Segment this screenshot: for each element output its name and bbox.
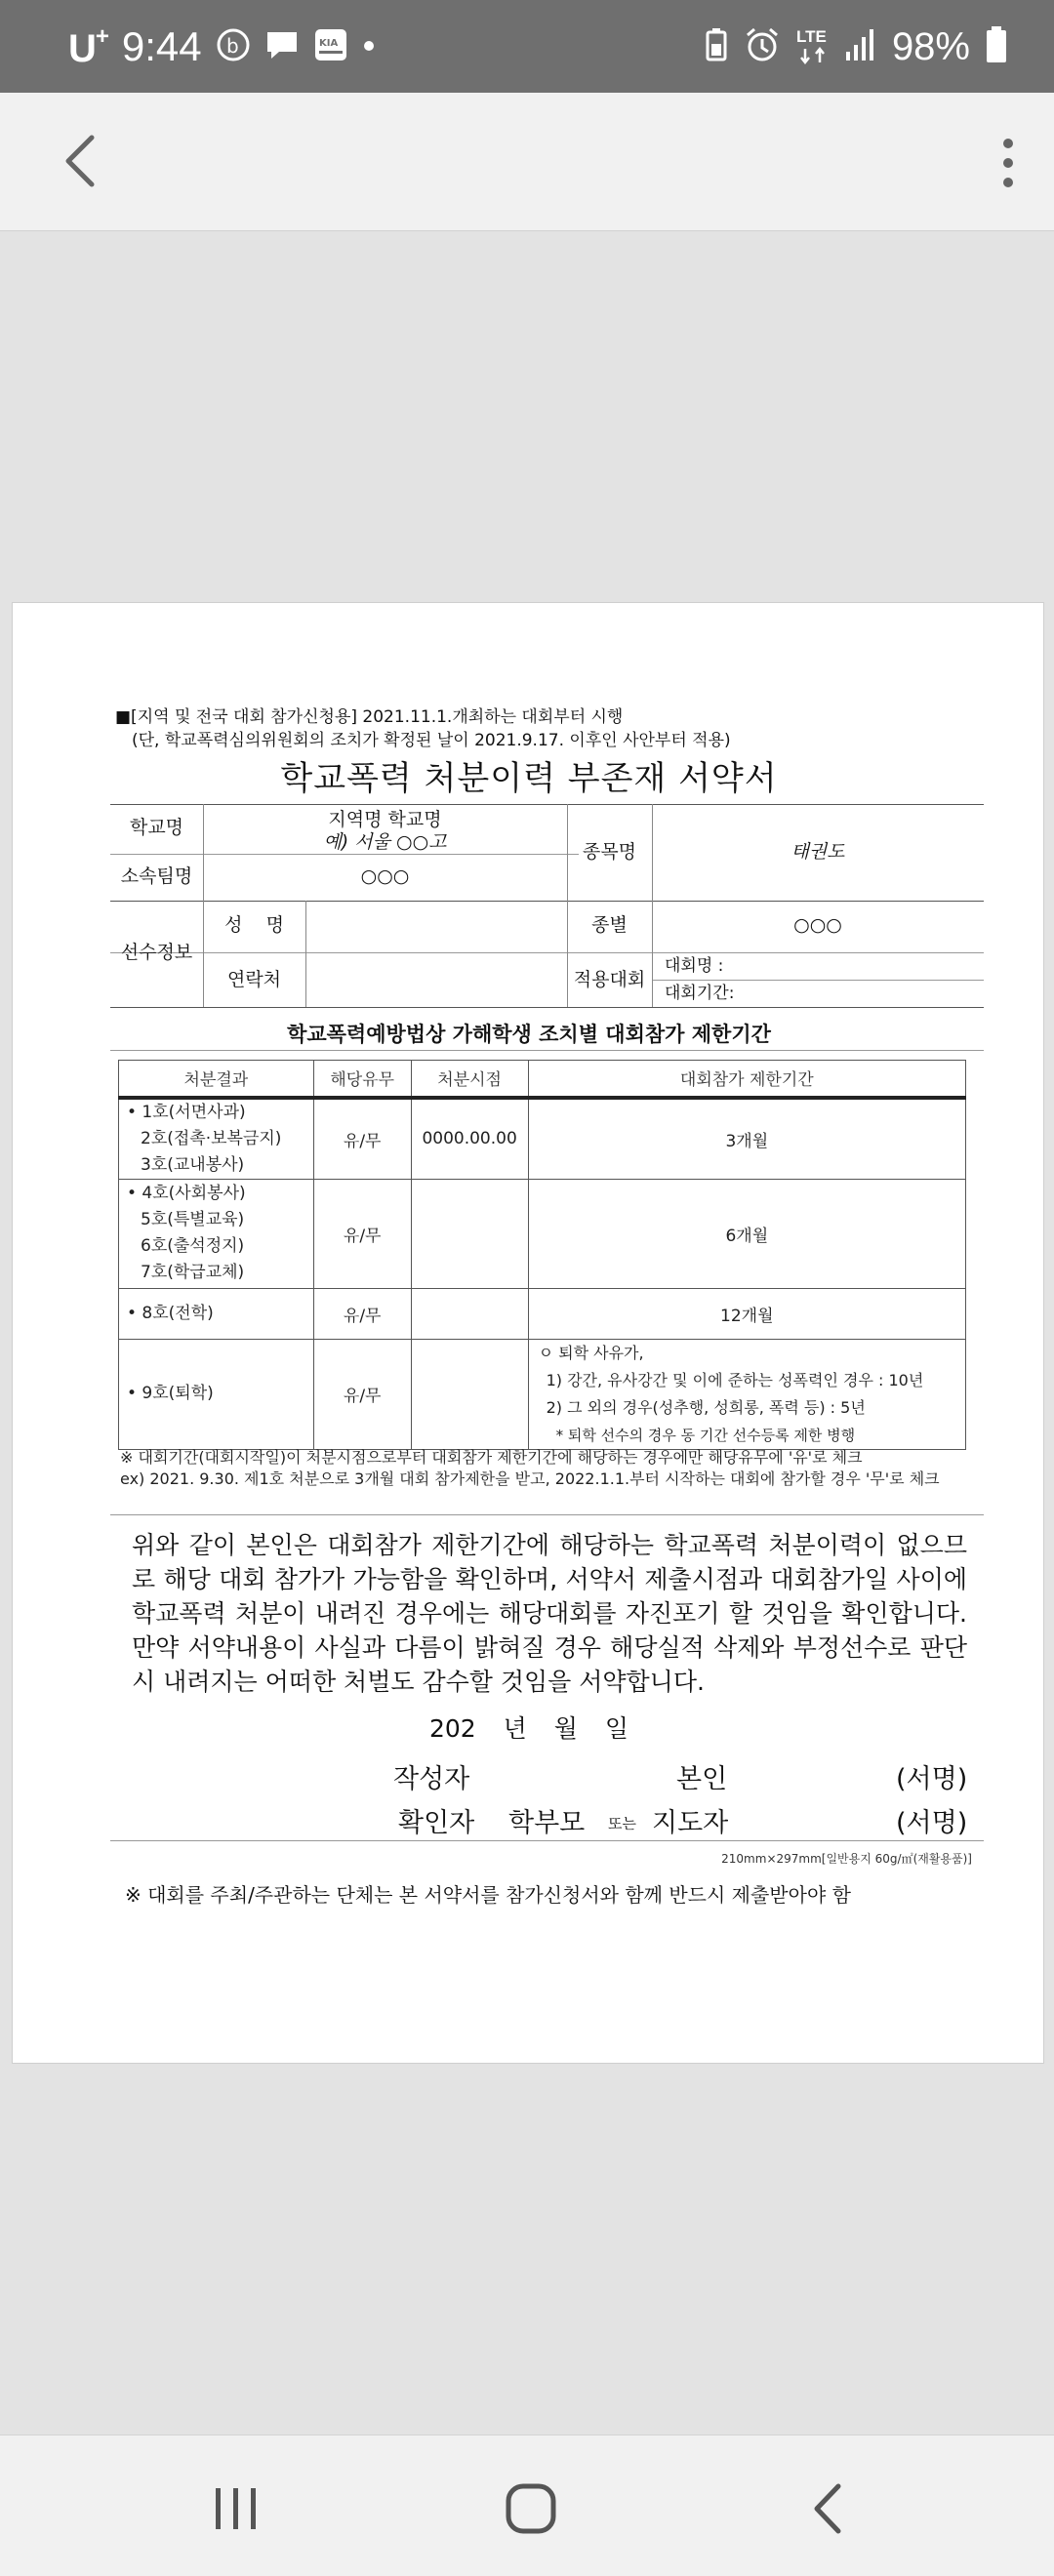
pledge-text: 위와 같이 본인은 대회참가 제한기간에 해당하는 학교폭력 처분이력이 없으므로 해당 대회 참가가 가능함을 확인하며, 서약서 제출시점과 대회참가일 사이에 학교폭력 처분이 내려진 경우에는 해당대회를 자진포기 할 것임을 확인합니다. 만약 서약내용이 사실과 다름이 밝혀질 경우 해당실적 삭제와 부정선수로 판단 시 내려지는 어떠한 처벌도 감수할 것임을 서약합니다. <box>132 1531 967 1696</box>
name-label: 성 명 <box>224 914 284 936</box>
school-value: 지역명 학교명 <box>328 809 442 830</box>
competition-period-label: 대회기간: <box>665 984 735 1003</box>
more-vertical-icon <box>1000 136 1016 190</box>
school-example: 예) 서울 ○○고 <box>323 831 447 853</box>
col-header-applicable: 해당유무 <box>313 1061 411 1098</box>
restriction-table <box>118 1060 966 1450</box>
table-header-row <box>119 1061 966 1098</box>
more-options-button[interactable] <box>984 132 1033 194</box>
message-icon <box>264 28 300 65</box>
signature-field: (서명) <box>896 1764 968 1794</box>
grade-cell: • 8호(전학) <box>119 1288 314 1339</box>
kia-connect-icon <box>313 27 348 66</box>
svg-text:KIA: KIA <box>318 38 338 49</box>
author-label: 작성자 <box>393 1764 470 1794</box>
app-bar <box>0 93 1054 231</box>
date-cell <box>411 1179 528 1288</box>
home-icon <box>505 2482 557 2535</box>
b-app-icon <box>216 27 251 66</box>
col-header-limit: 대회참가 제한기간 <box>528 1061 965 1098</box>
table-row <box>119 1179 966 1288</box>
grade-cell: • 9호(퇴학) <box>119 1339 314 1449</box>
player-info-label: 선수정보 <box>120 942 193 963</box>
header-note: ■[지역 및 전국 대회 참가신청용] 2021.11.1.개최하는 대회부터 시행 <box>115 707 624 727</box>
notification-dot-icon <box>362 38 376 57</box>
applicable-cell: 유/무 <box>313 1179 411 1288</box>
lte-icon <box>796 25 830 68</box>
applicable-cell: 유/무 <box>313 1339 411 1449</box>
document-page <box>12 602 1044 2064</box>
footnote-example: ex) 2021. 9.30. 제1호 처분으로 3개월 대회 참가제한을 받고, 2022.1.1.부터 시작하는 대회에 참가할 경우 '무'로 체크 <box>120 1469 940 1488</box>
event-value: 태권도 <box>790 841 845 863</box>
svg-text:b: b <box>225 34 239 58</box>
applicable-cell: 유/무 <box>313 1288 411 1339</box>
svg-text:LTE: LTE <box>795 27 827 46</box>
grade-cell: • 1호(서면사과) 2호(접촉·보복금지) 3호(교내봉사) <box>119 1098 314 1180</box>
contact-label: 연락처 <box>226 969 282 990</box>
grade-cell: • 4호(사회봉사) 5호(특별교육) 6호(출석정지) 7호(학급교체) <box>119 1179 314 1288</box>
carrier-label: U+ <box>68 22 108 70</box>
confirmer-label: 확인자 <box>398 1808 475 1838</box>
expulsion-reason-cell: ㅇ 퇴학 사유가, 1) 강간, 유사강간 및 이에 준하는 성폭력인 경우 : 10년 2) 그 외의 경우(성추행, 성희롱, 폭력 등) : 5년 * 퇴학 선수의 경우 동 기간 선수등록 제한 병행 <box>528 1339 965 1449</box>
confirmer-coach: 지도자 <box>652 1808 729 1838</box>
document-title: 학교폭력 처분이력 부존재 서약서 <box>280 759 778 798</box>
paper-spec: 210mm×297mm[일반용지 60g/㎡(재활용품)] <box>721 1852 972 1866</box>
recent-apps-icon <box>212 2486 261 2531</box>
confirmer-parent: 학부모 <box>508 1808 586 1838</box>
col-header-result: 처분결과 <box>119 1061 314 1098</box>
table-row <box>119 1339 966 1449</box>
back-button[interactable] <box>51 132 109 190</box>
system-back-button[interactable] <box>784 2465 872 2553</box>
competition-name-label: 대회명 : <box>665 956 724 976</box>
battery-percent: 98% <box>891 24 970 68</box>
category-value: ○○○ <box>793 914 842 936</box>
apply-competition-label: 적용대회 <box>573 969 646 990</box>
confirmer-or: 또는 <box>608 1815 636 1832</box>
team-value: ○○○ <box>360 865 410 887</box>
battery-saver-icon <box>705 27 728 66</box>
bottom-note: ※ 대회를 주최/주관하는 단체는 본 서약서를 참가신청서와 함께 반드시 제출받아야 함 <box>125 1883 851 1907</box>
footnote: ※ 대회기간(대회시작일)이 처분시점으로부터 대회참가 제한기간에 해당하는 경우에만 해당유무에 '유'로 체크 <box>120 1448 863 1467</box>
battery-icon <box>986 26 1007 67</box>
restriction-subtitle: 학교폭력예방법상 가해학생 조치별 대회참가 제한기간 <box>287 1023 771 1046</box>
recent-apps-button[interactable] <box>192 2465 280 2553</box>
home-button[interactable] <box>487 2465 575 2553</box>
clock: 9:44 <box>121 23 202 69</box>
date-cell: 0000.00.00 <box>411 1098 528 1180</box>
table-row <box>119 1098 966 1180</box>
date-cell <box>411 1288 528 1339</box>
status-bar <box>0 0 1054 93</box>
table-row <box>119 1288 966 1339</box>
signature-field: (서명) <box>896 1808 968 1838</box>
date-line: 202 년 월 일 <box>428 1714 628 1743</box>
category-label: 종별 <box>591 914 628 936</box>
team-label: 소속팀명 <box>120 865 193 887</box>
back-icon <box>811 2482 844 2535</box>
limit-cell: 3개월 <box>528 1098 965 1180</box>
col-header-date: 처분시점 <box>411 1061 528 1098</box>
date-cell <box>411 1339 528 1449</box>
limit-cell: 12개월 <box>528 1288 965 1339</box>
alarm-icon <box>744 26 781 67</box>
form-top-rule <box>110 804 984 805</box>
header-subnote: (단, 학교폭력심의위원회의 조치가 확정된 날이 2021.9.17. 이후인 사안부터 적용) <box>132 731 731 750</box>
back-arrow-icon <box>61 134 100 188</box>
school-label: 학교명 <box>129 817 184 838</box>
signal-icon <box>845 28 876 65</box>
event-label: 종목명 <box>582 841 637 863</box>
system-nav-bar <box>0 2435 1054 2576</box>
applicable-cell: 유/무 <box>313 1098 411 1180</box>
author-value: 본인 <box>676 1764 728 1794</box>
limit-cell: 6개월 <box>528 1179 965 1288</box>
